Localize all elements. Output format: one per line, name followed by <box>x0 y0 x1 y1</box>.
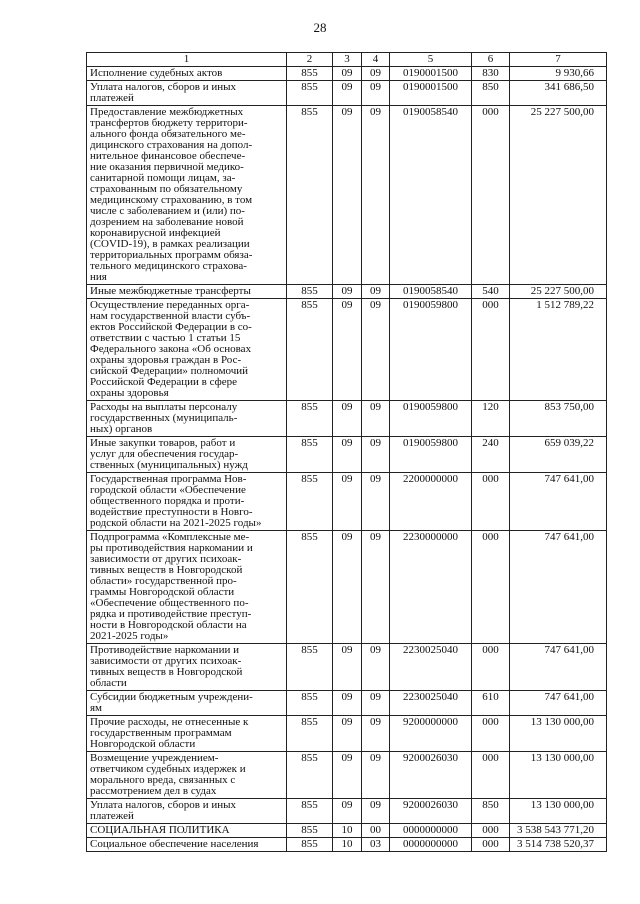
table-row <box>87 799 607 824</box>
row-amount-cell: 747 641,00 <box>510 691 607 716</box>
row-subsection-cell: 09 <box>362 299 390 401</box>
row-grbs-cell: 855 <box>287 67 333 81</box>
row-name-text: Иные закупки товаров, работ и услуг для обеспечения государ- ственных (муниципальных) нужд <box>90 437 248 471</box>
row-expense-type-cell: 000 <box>472 716 510 752</box>
row-grbs-cell: 855 <box>287 81 333 106</box>
row-target-article-cell: 0000000000 <box>390 838 472 852</box>
row-target-article-cell: 9200000000 <box>390 716 472 752</box>
row-name-cell <box>87 799 287 824</box>
row-grbs-cell: 855 <box>287 299 333 401</box>
row-target-article-cell: 0190001500 <box>390 67 472 81</box>
table-row <box>87 752 607 799</box>
row-grbs-cell: 855 <box>287 437 333 473</box>
row-name-cell <box>87 437 287 473</box>
row-name-cell <box>87 81 287 106</box>
table-row <box>87 838 607 852</box>
row-name-cell <box>87 752 287 799</box>
column-header: 6 <box>472 53 510 67</box>
row-amount-cell: 13 130 000,00 <box>510 716 607 752</box>
column-header: 2 <box>287 53 333 67</box>
column-header: 5 <box>390 53 472 67</box>
row-subsection-cell: 09 <box>362 67 390 81</box>
row-target-article-cell: 9200026030 <box>390 799 472 824</box>
row-amount-cell: 341 686,50 <box>510 81 607 106</box>
row-amount-cell: 659 039,22 <box>510 437 607 473</box>
row-name-text: Государственная программа Нов- городской области «Обеспечение общественного порядка и проти- водействие преступности в Новго- родской области на 2021-2025 годы» <box>90 473 262 529</box>
row-expense-type-cell: 000 <box>472 531 510 644</box>
row-amount-cell: 9 930,66 <box>510 67 607 81</box>
row-name-text: Исполнение судебных актов <box>90 67 223 79</box>
row-section-cell: 09 <box>333 799 362 824</box>
row-name-text: Расходы на выплаты персоналу государственных (муниципаль- ных) органов <box>90 401 238 435</box>
column-header: 3 <box>333 53 362 67</box>
row-amount-cell: 747 641,00 <box>510 473 607 531</box>
row-grbs-cell: 855 <box>287 531 333 644</box>
row-expense-type-cell: 240 <box>472 437 510 473</box>
row-target-article-cell: 9200026030 <box>390 752 472 799</box>
row-grbs-cell: 855 <box>287 838 333 852</box>
row-target-article-cell: 0190001500 <box>390 81 472 106</box>
row-subsection-cell: 09 <box>362 799 390 824</box>
table-row <box>87 285 607 299</box>
row-section-cell: 09 <box>333 437 362 473</box>
row-section-cell: 09 <box>333 752 362 799</box>
row-grbs-cell: 855 <box>287 401 333 437</box>
row-subsection-cell: 09 <box>362 691 390 716</box>
row-expense-type-cell: 540 <box>472 285 510 299</box>
row-name-cell <box>87 644 287 691</box>
row-section-cell: 09 <box>333 401 362 437</box>
row-expense-type-cell: 000 <box>472 473 510 531</box>
row-amount-cell: 747 641,00 <box>510 531 607 644</box>
row-subsection-cell: 09 <box>362 531 390 644</box>
row-subsection-cell: 09 <box>362 285 390 299</box>
row-name-cell <box>87 824 287 838</box>
row-name-text: Подпрограмма «Комплексные ме- ры противодействия наркомании и зависимости от других психоак- тивных веществ в Новгородской области» государственной про- граммы Новгородской области «Обеспечение общественного по- рядка и противодействие преступ- ности в Новгородской области на 2021-2025 годы» <box>90 531 253 642</box>
page-number: 28 <box>313 20 327 35</box>
row-subsection-cell: 09 <box>362 437 390 473</box>
row-name-text: Уплата налогов, сборов и иных платежей <box>90 799 237 822</box>
row-target-article-cell: 0190059800 <box>390 299 472 401</box>
column-header: 4 <box>362 53 390 67</box>
row-expense-type-cell: 000 <box>472 106 510 285</box>
row-name-cell <box>87 285 287 299</box>
row-amount-cell: 853 750,00 <box>510 401 607 437</box>
row-target-article-cell: 2200000000 <box>390 473 472 531</box>
row-name-cell <box>87 67 287 81</box>
row-subsection-cell: 00 <box>362 824 390 838</box>
row-target-article-cell: 0190058540 <box>390 285 472 299</box>
row-subsection-cell: 09 <box>362 716 390 752</box>
row-target-article-cell: 0190058540 <box>390 106 472 285</box>
row-amount-cell: 13 130 000,00 <box>510 799 607 824</box>
row-target-article-cell: 2230025040 <box>390 644 472 691</box>
row-name-text: Возмещение учреждением- ответчиком судебных издержек и морального вреда, связанных с рассмотрением дел в судах <box>90 752 246 797</box>
row-section-cell: 09 <box>333 716 362 752</box>
table-row <box>87 401 607 437</box>
row-grbs-cell: 855 <box>287 716 333 752</box>
row-amount-cell: 3 538 543 771,20 <box>510 824 607 838</box>
table-header-row <box>87 53 607 67</box>
row-section-cell: 09 <box>333 473 362 531</box>
row-expense-type-cell: 850 <box>472 81 510 106</box>
row-amount-cell: 3 514 738 520,37 <box>510 838 607 852</box>
table-row <box>87 437 607 473</box>
row-expense-type-cell: 120 <box>472 401 510 437</box>
row-section-cell: 09 <box>333 285 362 299</box>
row-grbs-cell: 855 <box>287 752 333 799</box>
row-subsection-cell: 09 <box>362 106 390 285</box>
row-grbs-cell: 855 <box>287 473 333 531</box>
row-name-cell <box>87 401 287 437</box>
table-row <box>87 67 607 81</box>
row-subsection-cell: 03 <box>362 838 390 852</box>
row-grbs-cell: 855 <box>287 285 333 299</box>
table-row <box>87 81 607 106</box>
row-section-cell: 09 <box>333 106 362 285</box>
row-name-text: СОЦИАЛЬНАЯ ПОЛИТИКА <box>90 824 230 836</box>
row-section-cell: 10 <box>333 838 362 852</box>
row-expense-type-cell: 830 <box>472 67 510 81</box>
row-target-article-cell: 0000000000 <box>390 824 472 838</box>
row-grbs-cell: 855 <box>287 644 333 691</box>
table-row <box>87 824 607 838</box>
row-grbs-cell: 855 <box>287 799 333 824</box>
row-name-text: Социальное обеспечение населения <box>90 838 259 850</box>
row-name-text: Противодействие наркомании и зависимости от других психоак- тивных веществ в Новгородской области <box>90 644 243 689</box>
row-name-text: Уплата налогов, сборов и иных платежей <box>90 81 237 104</box>
row-expense-type-cell: 850 <box>472 799 510 824</box>
row-name-text: Осуществление переданных орга- нам государственной власти субъ- ектов Российской Федерации в со- ответствии с частью 1 статьи 15 Федерального закона «Об основах охраны здоровья граждан в Рос- сийской Федерации» полномочий Российской Федерации в сфере охраны здоровья <box>90 299 252 399</box>
row-target-article-cell: 0190059800 <box>390 401 472 437</box>
table-row <box>87 531 607 644</box>
row-name-cell <box>87 691 287 716</box>
row-expense-type-cell: 000 <box>472 824 510 838</box>
row-name-cell <box>87 473 287 531</box>
row-section-cell: 09 <box>333 644 362 691</box>
column-header: 1 <box>87 53 287 67</box>
row-expense-type-cell: 000 <box>472 299 510 401</box>
row-name-cell <box>87 106 287 285</box>
row-expense-type-cell: 000 <box>472 644 510 691</box>
row-name-text: Прочие расходы, не отнесенные к государственным программам Новгородской области <box>90 716 249 750</box>
column-header: 7 <box>510 53 607 67</box>
row-subsection-cell: 09 <box>362 473 390 531</box>
row-section-cell: 09 <box>333 299 362 401</box>
row-expense-type-cell: 610 <box>472 691 510 716</box>
row-subsection-cell: 09 <box>362 81 390 106</box>
row-name-text: Иные межбюджетные трансферты <box>90 285 251 297</box>
row-name-cell <box>87 299 287 401</box>
row-amount-cell: 25 227 500,00 <box>510 285 607 299</box>
row-subsection-cell: 09 <box>362 644 390 691</box>
row-section-cell: 09 <box>333 81 362 106</box>
row-target-article-cell: 2230000000 <box>390 531 472 644</box>
row-target-article-cell: 0190059800 <box>390 437 472 473</box>
row-section-cell: 09 <box>333 691 362 716</box>
row-name-text: Субсидии бюджетным учреждени- ям <box>90 691 253 714</box>
row-subsection-cell: 09 <box>362 401 390 437</box>
table-row <box>87 691 607 716</box>
row-amount-cell: 25 227 500,00 <box>510 106 607 285</box>
table-row <box>87 716 607 752</box>
row-amount-cell: 1 512 789,22 <box>510 299 607 401</box>
row-grbs-cell: 855 <box>287 691 333 716</box>
row-amount-cell: 747 641,00 <box>510 644 607 691</box>
row-name-cell <box>87 838 287 852</box>
row-subsection-cell: 09 <box>362 752 390 799</box>
row-expense-type-cell: 000 <box>472 752 510 799</box>
row-name-text: Предоставление межбюджетных трансфертов бюджету территори- ального фонда обязательного ме- дицинского страхования на допол- нительное финансовое обеспече- ние оказания первичной медико- санитарной помощи лицам, за- страхованным по обязательному медицинскому страхованию, в том числе с заболеванием и (или) по- дозрением на заболевание новой коронавирусной инфекцией (COVID-19), в рамках реализации территориальных программ обяза- тельного медицинского страхова- ния <box>90 106 253 283</box>
row-grbs-cell: 855 <box>287 824 333 838</box>
row-expense-type-cell: 000 <box>472 838 510 852</box>
row-name-cell <box>87 531 287 644</box>
budget-table <box>86 52 607 852</box>
row-section-cell: 09 <box>333 531 362 644</box>
row-name-cell <box>87 716 287 752</box>
row-section-cell: 10 <box>333 824 362 838</box>
row-target-article-cell: 2230025040 <box>390 691 472 716</box>
row-amount-cell: 13 130 000,00 <box>510 752 607 799</box>
row-section-cell: 09 <box>333 67 362 81</box>
table-row <box>87 644 607 691</box>
table-row <box>87 106 607 285</box>
table-row <box>87 473 607 531</box>
table-body <box>87 67 607 852</box>
row-grbs-cell: 855 <box>287 106 333 285</box>
table-row <box>87 299 607 401</box>
